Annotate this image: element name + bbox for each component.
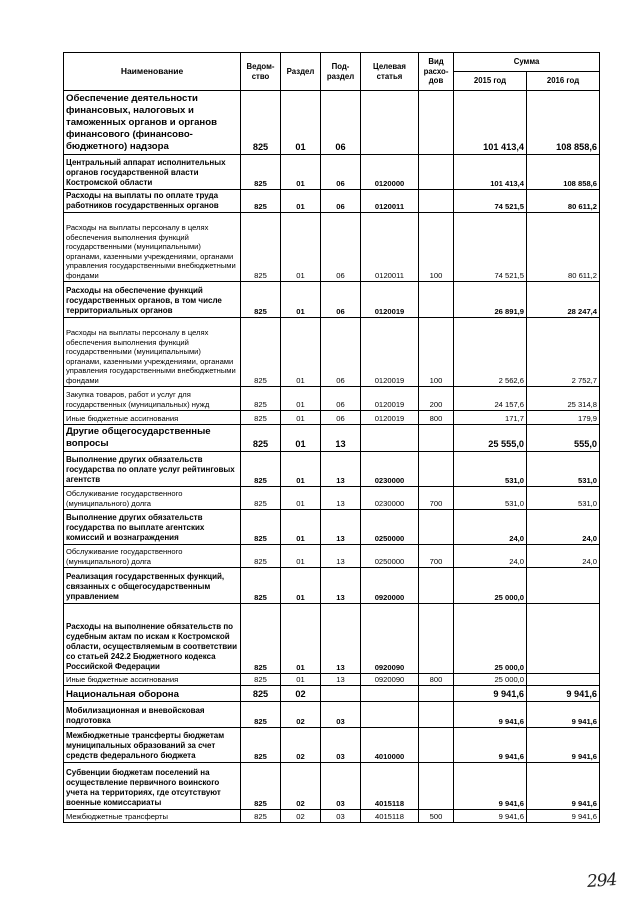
row-exp-type bbox=[419, 510, 454, 545]
row-name: Иные бюджетные ассигнования bbox=[64, 674, 241, 686]
table-row bbox=[64, 568, 600, 604]
row-target: 0920090 bbox=[361, 604, 419, 674]
row-exp-type bbox=[419, 686, 454, 702]
row-2015: 25 000,0 bbox=[454, 568, 527, 604]
row-section: 01 bbox=[281, 318, 321, 387]
table-row bbox=[64, 686, 600, 702]
row-subsection: 13 bbox=[321, 452, 361, 487]
row-subsection: 06 bbox=[321, 190, 361, 213]
row-2016: 555,0 bbox=[527, 425, 600, 452]
row-target: 0250000 bbox=[361, 545, 419, 568]
row-dept: 825 bbox=[241, 387, 281, 411]
row-2015: 9 941,6 bbox=[454, 686, 527, 702]
table-row bbox=[64, 411, 600, 425]
row-2015: 25 000,0 bbox=[454, 674, 527, 686]
header-subsection: Под-раздел bbox=[321, 53, 361, 91]
row-2016: 9 941,6 bbox=[527, 763, 600, 810]
page-number: 294 bbox=[586, 869, 618, 893]
row-target bbox=[361, 91, 419, 155]
row-2016 bbox=[527, 568, 600, 604]
row-2015: 531,0 bbox=[454, 452, 527, 487]
row-target: 0920000 bbox=[361, 568, 419, 604]
row-2016: 108 858,6 bbox=[527, 155, 600, 190]
row-name: Обслуживание государственного (муниципального) долга bbox=[64, 487, 241, 510]
header-2015: 2015 год bbox=[454, 72, 527, 91]
row-name: Национальная оборона bbox=[64, 686, 241, 702]
row-2016: 9 941,6 bbox=[527, 702, 600, 728]
row-dept: 825 bbox=[241, 568, 281, 604]
row-subsection: 13 bbox=[321, 604, 361, 674]
table-row bbox=[64, 510, 600, 545]
row-2016: 531,0 bbox=[527, 487, 600, 510]
table-row bbox=[64, 91, 600, 155]
row-name: Расходы на выплаты персоналу в целях обеспечения выполнения функций государственными (муниципальными) органами, казенными учреждениями, органами управления государственными внебюджетными фондами bbox=[64, 213, 241, 282]
row-section: 02 bbox=[281, 686, 321, 702]
row-exp-type bbox=[419, 425, 454, 452]
row-section: 01 bbox=[281, 604, 321, 674]
header-exp-type: Вид расхо-дов bbox=[419, 53, 454, 91]
table-row bbox=[64, 487, 600, 510]
table-row bbox=[64, 425, 600, 452]
row-target: 0920090 bbox=[361, 674, 419, 686]
row-name: Другие общегосударственные вопросы bbox=[64, 425, 241, 452]
row-exp-type bbox=[419, 728, 454, 763]
header-dept: Ведом-ство bbox=[241, 53, 281, 91]
row-name: Реализация государственных функций, связанных с общегосударственным управлением bbox=[64, 568, 241, 604]
row-target: 4010000 bbox=[361, 728, 419, 763]
row-exp-type: 700 bbox=[419, 487, 454, 510]
row-dept: 825 bbox=[241, 452, 281, 487]
row-2015: 24 157,6 bbox=[454, 387, 527, 411]
row-target: 0250000 bbox=[361, 510, 419, 545]
row-dept: 825 bbox=[241, 487, 281, 510]
row-exp-type bbox=[419, 155, 454, 190]
row-subsection: 03 bbox=[321, 728, 361, 763]
row-section: 02 bbox=[281, 810, 321, 823]
row-subsection: 13 bbox=[321, 545, 361, 568]
row-target bbox=[361, 686, 419, 702]
row-dept: 825 bbox=[241, 728, 281, 763]
row-2015: 531,0 bbox=[454, 487, 527, 510]
row-subsection: 13 bbox=[321, 487, 361, 510]
row-section: 01 bbox=[281, 545, 321, 568]
row-dept: 825 bbox=[241, 411, 281, 425]
row-subsection: 06 bbox=[321, 411, 361, 425]
row-subsection: 06 bbox=[321, 282, 361, 318]
row-name: Закупка товаров, работ и услуг для государственных (муниципальных) нужд bbox=[64, 387, 241, 411]
row-name: Межбюджетные трансферты bbox=[64, 810, 241, 823]
row-2015: 26 891,9 bbox=[454, 282, 527, 318]
row-section: 01 bbox=[281, 425, 321, 452]
table-row bbox=[64, 728, 600, 763]
row-section: 01 bbox=[281, 155, 321, 190]
table-row bbox=[64, 213, 600, 282]
row-section: 01 bbox=[281, 674, 321, 686]
row-subsection: 06 bbox=[321, 318, 361, 387]
header-name: Наименование bbox=[64, 53, 241, 91]
row-subsection: 13 bbox=[321, 510, 361, 545]
table-row bbox=[64, 702, 600, 728]
row-section: 01 bbox=[281, 213, 321, 282]
row-exp-type bbox=[419, 282, 454, 318]
row-2015: 74 521,5 bbox=[454, 190, 527, 213]
table-row bbox=[64, 604, 600, 674]
budget-table bbox=[63, 52, 600, 823]
row-target: 0230000 bbox=[361, 452, 419, 487]
row-2015: 9 941,6 bbox=[454, 810, 527, 823]
row-dept: 825 bbox=[241, 702, 281, 728]
row-name: Расходы на выплаты по оплате труда работников государственных органов bbox=[64, 190, 241, 213]
row-dept: 825 bbox=[241, 545, 281, 568]
row-name: Иные бюджетные ассигнования bbox=[64, 411, 241, 425]
row-name: Субвенции бюджетам поселений на осуществление первичного воинского учета на территориях, где отсутствуют военные комиссариаты bbox=[64, 763, 241, 810]
row-subsection: 03 bbox=[321, 810, 361, 823]
row-2016: 9 941,6 bbox=[527, 810, 600, 823]
row-2015: 2 562,6 bbox=[454, 318, 527, 387]
row-dept: 825 bbox=[241, 190, 281, 213]
row-exp-type: 800 bbox=[419, 411, 454, 425]
row-exp-type bbox=[419, 568, 454, 604]
row-dept: 825 bbox=[241, 763, 281, 810]
row-target: 0120011 bbox=[361, 213, 419, 282]
row-2016: 80 611,2 bbox=[527, 213, 600, 282]
row-dept: 825 bbox=[241, 155, 281, 190]
row-target: 0120019 bbox=[361, 411, 419, 425]
row-2016: 9 941,6 bbox=[527, 728, 600, 763]
table-row bbox=[64, 387, 600, 411]
row-dept: 825 bbox=[241, 674, 281, 686]
row-name: Выполнение других обязательств государства по выплате агентских комиссий и вознаграждения bbox=[64, 510, 241, 545]
row-subsection: 06 bbox=[321, 155, 361, 190]
row-name: Мобилизационная и вневойсковая подготовка bbox=[64, 702, 241, 728]
row-2015: 171,7 bbox=[454, 411, 527, 425]
row-section: 01 bbox=[281, 91, 321, 155]
row-dept: 825 bbox=[241, 425, 281, 452]
row-section: 01 bbox=[281, 411, 321, 425]
row-dept: 825 bbox=[241, 810, 281, 823]
row-section: 01 bbox=[281, 282, 321, 318]
row-exp-type bbox=[419, 190, 454, 213]
row-2015: 9 941,6 bbox=[454, 702, 527, 728]
row-exp-type: 700 bbox=[419, 545, 454, 568]
row-exp-type bbox=[419, 452, 454, 487]
row-section: 01 bbox=[281, 487, 321, 510]
row-exp-type bbox=[419, 604, 454, 674]
row-2016 bbox=[527, 604, 600, 674]
row-2016: 179,9 bbox=[527, 411, 600, 425]
row-section: 01 bbox=[281, 387, 321, 411]
row-2015: 74 521,5 bbox=[454, 213, 527, 282]
table-row bbox=[64, 190, 600, 213]
row-2015: 101 413,4 bbox=[454, 91, 527, 155]
row-section: 02 bbox=[281, 702, 321, 728]
row-exp-type: 100 bbox=[419, 318, 454, 387]
row-2016 bbox=[527, 674, 600, 686]
row-name: Центральный аппарат исполнительных органов государственной власти Костромской области bbox=[64, 155, 241, 190]
row-subsection: 06 bbox=[321, 91, 361, 155]
row-subsection: 13 bbox=[321, 425, 361, 452]
table-row bbox=[64, 763, 600, 810]
header-target: Целевая статья bbox=[361, 53, 419, 91]
table-header-row bbox=[64, 53, 600, 72]
row-2015: 25 000,0 bbox=[454, 604, 527, 674]
row-2015: 25 555,0 bbox=[454, 425, 527, 452]
row-section: 01 bbox=[281, 510, 321, 545]
row-target: 0120019 bbox=[361, 318, 419, 387]
row-name: Выполнение других обязательств государства по оплате услуг рейтинговых агентств bbox=[64, 452, 241, 487]
row-exp-type: 100 bbox=[419, 213, 454, 282]
row-2015: 24,0 bbox=[454, 545, 527, 568]
row-target: 0120011 bbox=[361, 190, 419, 213]
table-row bbox=[64, 810, 600, 823]
row-2016: 28 247,4 bbox=[527, 282, 600, 318]
row-subsection: 06 bbox=[321, 213, 361, 282]
row-target: 0120019 bbox=[361, 282, 419, 318]
row-target: 0120019 bbox=[361, 387, 419, 411]
row-2016: 2 752,7 bbox=[527, 318, 600, 387]
table-row bbox=[64, 155, 600, 190]
row-section: 02 bbox=[281, 728, 321, 763]
row-name: Расходы на выполнение обязательств по судебным актам по искам к Костромской области, осуществляемым в соответствии со статьей 242.2 Бюджетного кодекса Российской Федерации bbox=[64, 604, 241, 674]
row-subsection bbox=[321, 686, 361, 702]
row-section: 01 bbox=[281, 568, 321, 604]
row-exp-type: 200 bbox=[419, 387, 454, 411]
row-2015: 101 413,4 bbox=[454, 155, 527, 190]
row-exp-type bbox=[419, 763, 454, 810]
row-2015: 9 941,6 bbox=[454, 728, 527, 763]
header-2016: 2016 год bbox=[527, 72, 600, 91]
row-2016: 24,0 bbox=[527, 545, 600, 568]
header-sum: Сумма bbox=[454, 53, 600, 72]
row-dept: 825 bbox=[241, 318, 281, 387]
row-2015: 9 941,6 bbox=[454, 763, 527, 810]
row-target: 0120000 bbox=[361, 155, 419, 190]
row-name: Расходы на выплаты персоналу в целях обеспечения выполнения функций государственными (муниципальными) органами, казенными учреждениями, органами управления государственными внебюджетными фондами bbox=[64, 318, 241, 387]
row-section: 02 bbox=[281, 763, 321, 810]
row-2016: 531,0 bbox=[527, 452, 600, 487]
row-section: 01 bbox=[281, 452, 321, 487]
table-row bbox=[64, 545, 600, 568]
row-subsection: 03 bbox=[321, 702, 361, 728]
row-2016: 25 314,8 bbox=[527, 387, 600, 411]
row-2016: 9 941,6 bbox=[527, 686, 600, 702]
row-name: Обслуживание государственного (муниципального) долга bbox=[64, 545, 241, 568]
row-dept: 825 bbox=[241, 282, 281, 318]
table-row bbox=[64, 318, 600, 387]
row-dept: 825 bbox=[241, 91, 281, 155]
row-exp-type: 500 bbox=[419, 810, 454, 823]
row-2016: 24,0 bbox=[527, 510, 600, 545]
row-2016: 80 611,2 bbox=[527, 190, 600, 213]
row-target: 4015118 bbox=[361, 763, 419, 810]
row-subsection: 06 bbox=[321, 387, 361, 411]
row-subsection: 03 bbox=[321, 763, 361, 810]
table-row bbox=[64, 452, 600, 487]
row-target: 0230000 bbox=[361, 487, 419, 510]
row-2015: 24,0 bbox=[454, 510, 527, 545]
row-name: Обеспечение деятельности финансовых, налоговых и таможенных органов и органов финансового (финансово-бюджетного) надзора bbox=[64, 91, 241, 155]
table-row bbox=[64, 282, 600, 318]
header-section: Раздел bbox=[281, 53, 321, 91]
row-target bbox=[361, 425, 419, 452]
row-name: Межбюджетные трансферты бюджетам муниципальных образований за счет средств федерального бюджета bbox=[64, 728, 241, 763]
row-subsection: 13 bbox=[321, 674, 361, 686]
row-dept: 825 bbox=[241, 686, 281, 702]
row-name: Расходы на обеспечение функций государственных органов, в том числе территориальных органов bbox=[64, 282, 241, 318]
row-target: 4015118 bbox=[361, 810, 419, 823]
row-exp-type bbox=[419, 702, 454, 728]
row-dept: 825 bbox=[241, 510, 281, 545]
row-subsection: 13 bbox=[321, 568, 361, 604]
row-target bbox=[361, 702, 419, 728]
row-dept: 825 bbox=[241, 604, 281, 674]
row-dept: 825 bbox=[241, 213, 281, 282]
row-exp-type bbox=[419, 91, 454, 155]
row-section: 01 bbox=[281, 190, 321, 213]
row-exp-type: 800 bbox=[419, 674, 454, 686]
table-row bbox=[64, 674, 600, 686]
row-2016: 108 858,6 bbox=[527, 91, 600, 155]
